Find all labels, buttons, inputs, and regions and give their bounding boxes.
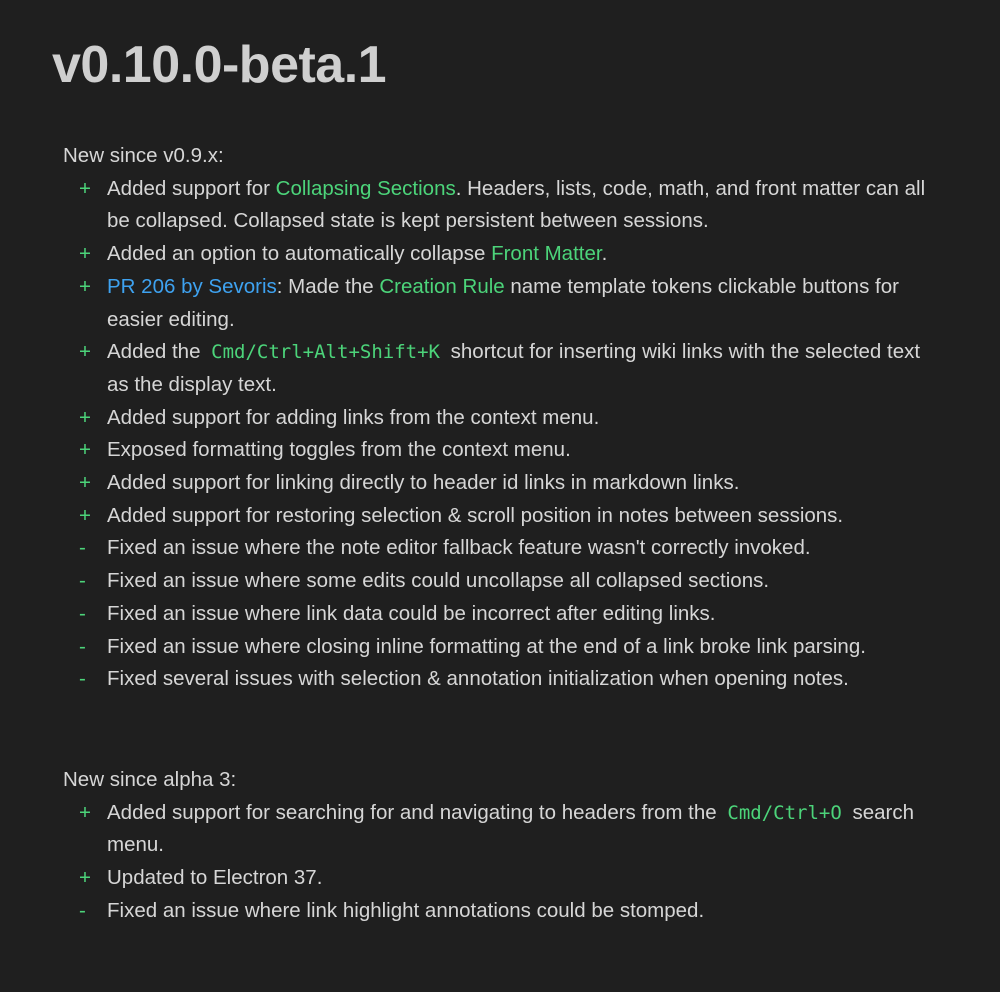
plus-marker: + <box>79 866 91 890</box>
plus-marker: + <box>79 274 91 298</box>
changelog-list <box>63 797 963 928</box>
entry-text-segment: Fixed an issue where link highlight annotations could be stomped. <box>107 898 705 922</box>
highlighted-term: Creation Rule <box>379 274 505 298</box>
dash-marker: - <box>79 634 86 658</box>
entry-text-segment: Fixed several issues with selection & annotation initialization when opening notes. <box>107 667 849 691</box>
highlighted-term: Front Matter <box>491 242 602 266</box>
plus-marker: + <box>79 503 91 527</box>
entry-text-segment: Fixed an issue where link data could be incorrect after editing links. <box>107 601 716 625</box>
entry-text <box>107 177 925 233</box>
entry-text <box>107 866 322 889</box>
added-entry <box>63 797 927 862</box>
entry-text-segment: Added support for restoring selection & scroll position in notes between sessions. <box>107 503 844 527</box>
added-entry <box>63 500 927 533</box>
entry-text-segment: Fixed an issue where closing inline formatting at the end of a link broke link parsing. <box>107 634 866 658</box>
plus-marker: + <box>79 800 91 824</box>
plus-marker: + <box>79 340 91 364</box>
entry-text <box>107 340 920 396</box>
section-heading: New since v0.9.x: <box>63 144 224 167</box>
shortcut-code: Cmd/Ctrl+Alt+Shift+K <box>211 341 440 364</box>
entry-text <box>107 438 571 461</box>
added-entry <box>63 238 927 271</box>
changelog-list <box>63 173 963 696</box>
plus-marker: + <box>79 471 91 495</box>
added-entry <box>63 336 927 401</box>
page-title: v0.10.0-beta.1 <box>52 36 387 94</box>
entry-text <box>107 569 769 592</box>
dash-marker: - <box>79 601 86 625</box>
fixed-entry <box>63 663 927 696</box>
entry-text <box>107 471 739 494</box>
added-entry <box>63 467 927 500</box>
entry-text <box>107 242 607 265</box>
entry-text-segment: Added support for adding links from the context menu. <box>107 405 600 429</box>
entry-text <box>107 667 849 690</box>
shortcut-code: Cmd/Ctrl+O <box>727 801 842 824</box>
entry-text <box>107 504 843 527</box>
added-entry <box>63 434 927 467</box>
added-entry <box>63 402 927 435</box>
entry-text <box>107 801 914 857</box>
plus-marker: + <box>79 242 91 266</box>
fixed-entry <box>63 532 927 565</box>
added-entry <box>63 271 927 336</box>
fixed-entry <box>63 565 927 598</box>
entry-text-segment: Added support for linking directly to header id links in markdown links. <box>107 471 740 495</box>
entry-text-segment: Fixed an issue where some edits could uncollapse all collapsed sections. <box>107 569 770 593</box>
entry-text-segment: name template tokens clickable buttons for easier editing. <box>107 274 899 331</box>
plus-marker: + <box>79 438 91 462</box>
dash-marker: - <box>79 898 86 922</box>
changelog-section-v0-9 <box>63 140 963 696</box>
fixed-entry <box>63 895 927 928</box>
dash-marker: - <box>79 667 86 691</box>
entry-text <box>107 406 599 429</box>
plus-marker: + <box>79 176 91 200</box>
entry-text-segment: Exposed formatting toggles from the context menu. <box>107 438 571 462</box>
entry-text <box>107 536 811 559</box>
entry-text-segment: Added support for <box>107 176 276 200</box>
entry-text-segment: Added the <box>107 340 207 364</box>
plus-marker: + <box>79 405 91 429</box>
added-entry <box>63 173 927 238</box>
entry-text-segment: search menu. <box>107 800 915 857</box>
entry-text <box>107 275 899 331</box>
fixed-entry <box>63 631 927 664</box>
highlighted-term: Collapsing Sections <box>275 176 456 200</box>
changelog-section-alpha-3 <box>63 764 963 928</box>
entry-text <box>107 899 704 922</box>
dash-marker: - <box>79 536 86 560</box>
entry-text-segment: shortcut for inserting wiki links with the selected text as the display text. <box>107 340 921 396</box>
entry-text-segment: : Made the <box>276 274 380 298</box>
entry-text-segment: Added an option to automatically collapse <box>107 242 492 266</box>
pr-link[interactable]: PR 206 by Sevoris <box>107 274 277 298</box>
dash-marker: - <box>79 569 86 593</box>
entry-text-segment: Added support for searching for and navigating to headers from the <box>107 800 723 824</box>
entry-text-segment: . Headers, lists, code, math, and front matter can all be collapsed. Collapsed state is kept persistent between sessions. <box>107 176 926 233</box>
section-heading: New since alpha 3: <box>63 768 237 791</box>
fixed-entry <box>63 598 927 631</box>
entry-text <box>107 602 715 625</box>
entry-text-segment: Fixed an issue where the note editor fallback feature wasn't correctly invoked. <box>107 536 811 560</box>
entry-text-segment: Updated to Electron 37. <box>107 866 323 890</box>
entry-text-segment: . <box>601 242 608 266</box>
entry-text <box>107 635 866 658</box>
added-entry <box>63 862 927 895</box>
